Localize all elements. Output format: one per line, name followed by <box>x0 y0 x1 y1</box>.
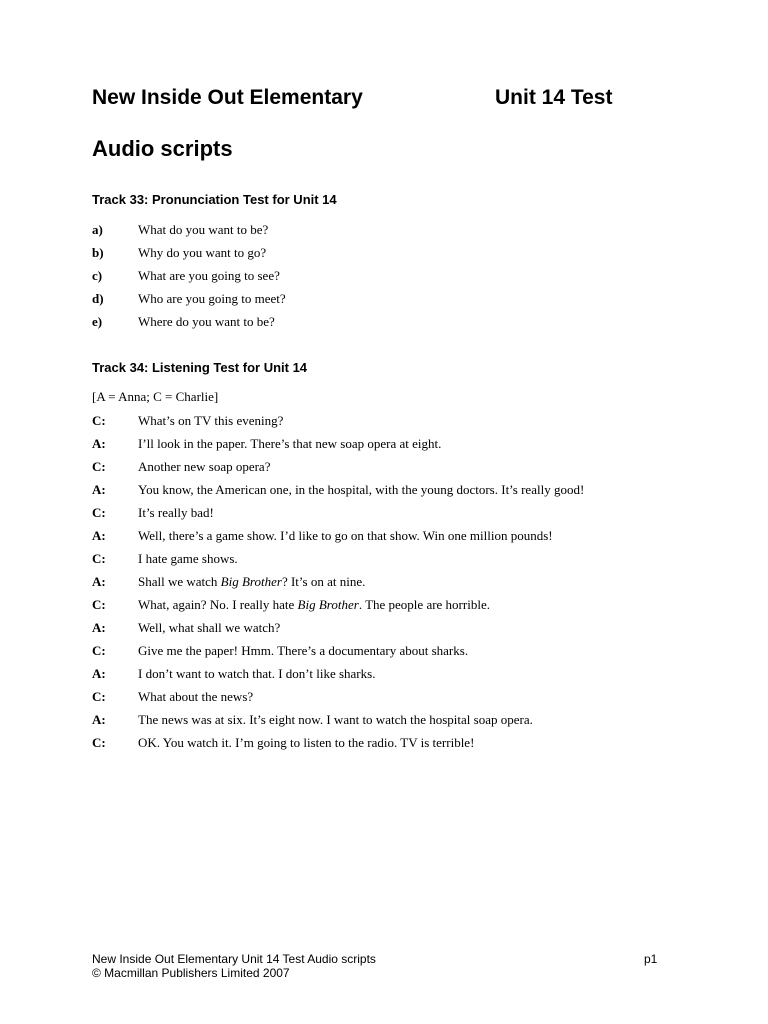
line-text: The news was at six. It’s eight now. I want to watch the hospital soap opera. <box>138 712 533 727</box>
speaker-label: A: <box>92 620 106 635</box>
item-label: c) <box>92 268 103 283</box>
line-text: What’s on TV this evening? <box>138 413 284 428</box>
line-text: Well, there’s a game show. I’d like to go on that show. Win one million pounds! <box>138 528 553 543</box>
line-text: OK. You watch it. I’m going to listen to the radio. TV is terrible! <box>138 735 475 750</box>
item-text: Where do you want to be? <box>138 314 275 329</box>
line-text: It’s really bad! <box>138 505 214 520</box>
item-text: What do you want to be? <box>138 222 269 237</box>
line-text-part: Shall we watch <box>138 574 221 589</box>
line-text: I hate game shows. <box>138 551 238 566</box>
line-text: I don’t want to watch that. I don’t like sharks. <box>138 666 376 681</box>
line-text: I’ll look in the paper. There’s that new soap opera at eight. <box>138 436 442 451</box>
page-title: Audio scripts <box>92 136 233 161</box>
line-text-part: ? It’s on at nine. <box>281 574 366 589</box>
speaker-label: A: <box>92 436 106 451</box>
page-footer <box>92 952 662 966</box>
track33-heading: Track 33: Pronunciation Test for Unit 14 <box>92 192 337 207</box>
speaker-label: C: <box>92 735 106 750</box>
item-text: Who are you going to meet? <box>138 291 286 306</box>
item-label: d) <box>92 291 104 306</box>
line-text-part: What, again? No. I really hate <box>138 597 298 612</box>
speaker-label: C: <box>92 643 106 658</box>
speaker-label: C: <box>92 597 106 612</box>
track34-heading: Track 34: Listening Test for Unit 14 <box>92 360 308 375</box>
speaker-key: [A = Anna; C = Charlie] <box>92 389 219 404</box>
speaker-label: A: <box>92 528 106 543</box>
line-text <box>138 597 490 613</box>
show-title: Big Brother <box>220 574 282 589</box>
speaker-label: A: <box>92 712 106 727</box>
line-text: You know, the American one, in the hospital, with the young doctors. It’s really good! <box>138 482 585 497</box>
book-title: New Inside Out Elementary <box>92 86 363 109</box>
item-label: a) <box>92 222 103 237</box>
speaker-label: C: <box>92 551 106 566</box>
speaker-label: A: <box>92 482 106 497</box>
page-header <box>92 86 632 114</box>
footer-title: New Inside Out Elementary Unit 14 Test Audio scripts <box>92 952 376 966</box>
speaker-label: C: <box>92 459 106 474</box>
speaker-label: A: <box>92 574 106 589</box>
item-label: e) <box>92 314 103 329</box>
line-text-part: . The people are horrible. <box>358 597 490 612</box>
speaker-label: A: <box>92 666 106 681</box>
speaker-label: C: <box>92 505 106 520</box>
line-text: Well, what shall we watch? <box>138 620 281 635</box>
line-text: What about the news? <box>138 689 254 704</box>
speaker-label: C: <box>92 689 106 704</box>
unit-title: Unit 14 Test <box>495 86 613 109</box>
show-title: Big Brother <box>297 597 359 612</box>
copyright-notice: © Macmillan Publishers Limited 2007 <box>92 966 290 980</box>
item-text: Why do you want to go? <box>138 245 267 260</box>
page-number: p1 <box>644 952 658 966</box>
speaker-label: C: <box>92 413 106 428</box>
item-text: What are you going to see? <box>138 268 280 283</box>
line-text: Give me the paper! Hmm. There’s a documentary about sharks. <box>138 643 469 658</box>
line-text <box>138 574 365 590</box>
item-label: b) <box>92 245 104 260</box>
line-text: Another new soap opera? <box>138 459 271 474</box>
